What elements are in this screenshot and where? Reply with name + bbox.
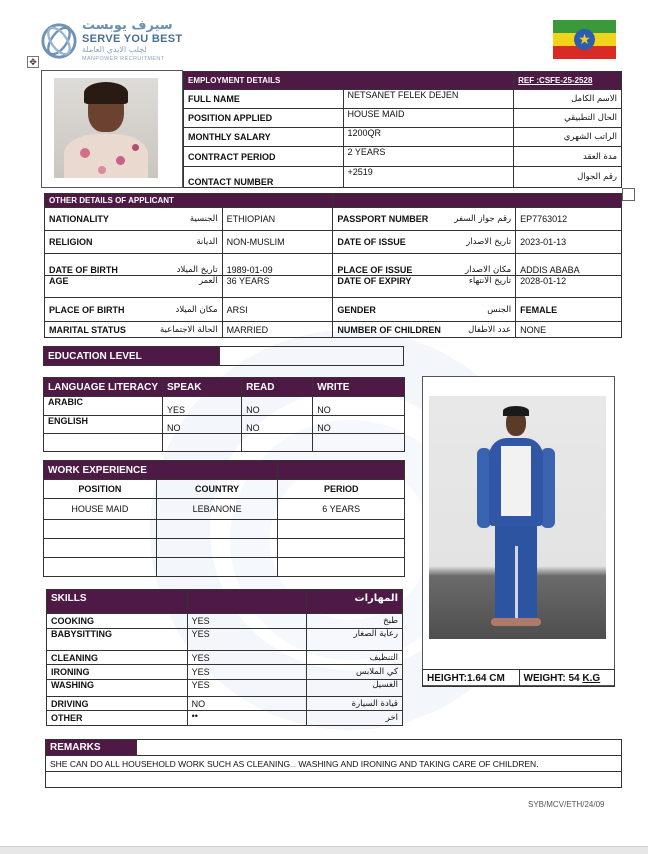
skill-value: NO bbox=[187, 697, 307, 711]
remarks-text-continued: WASHING AND IRONING AND TAKING CARE OF CHILDREN. bbox=[295, 758, 539, 769]
passport-number-label-ar: رقم جواز السفر bbox=[454, 214, 512, 224]
nationality-label: NATIONALITY bbox=[49, 214, 109, 224]
religion-label-ar: الديانة bbox=[196, 237, 218, 247]
work-experience-header-blank bbox=[278, 461, 405, 480]
weight-unit: K.G bbox=[582, 672, 601, 684]
weight-value: WEIGHT: 54 bbox=[523, 672, 583, 684]
number-of-children-value: NONE bbox=[516, 322, 622, 338]
age-value: 36 YEARS bbox=[222, 276, 333, 298]
read-header: READ bbox=[242, 378, 313, 397]
remarks-mark: ... bbox=[290, 761, 296, 769]
write-value: NO bbox=[313, 416, 405, 434]
skill-label: OTHER bbox=[47, 711, 188, 726]
skill-label-ar: التنظيف bbox=[307, 651, 403, 665]
contact-number-value: +2519 bbox=[343, 167, 514, 188]
date-of-expiry-value: 2028-01-12 bbox=[516, 276, 622, 298]
gender-value: FEMALE bbox=[516, 298, 622, 322]
language-empty-cell bbox=[313, 434, 405, 452]
speak-value: YES bbox=[163, 397, 242, 416]
education-level-label: EDUCATION LEVEL bbox=[44, 347, 220, 366]
work-empty-cell bbox=[278, 539, 405, 558]
passport-number-value: EP7763012 bbox=[516, 208, 622, 231]
language-literacy-header: LANGUAGE LITERACY bbox=[44, 378, 163, 397]
contact-number-label-ar: رقم الجوال bbox=[514, 167, 622, 188]
skill-value: YES bbox=[187, 629, 307, 651]
language-empty-cell bbox=[242, 434, 313, 452]
date-of-expiry-label-ar: تاريخ الانتهاء bbox=[468, 276, 512, 286]
skill-label: DRIVING bbox=[47, 697, 188, 711]
period-column-header: PERIOD bbox=[278, 480, 405, 499]
place-of-birth-value: ARSI bbox=[222, 298, 333, 322]
gender-label-ar: الجنس bbox=[487, 304, 512, 315]
work-empty-cell bbox=[156, 520, 278, 539]
nationality-label-ar: الجنسية bbox=[189, 214, 218, 224]
brand-name-en: SERVE YOU BEST bbox=[82, 33, 183, 45]
write-value: NO bbox=[313, 397, 405, 416]
language-name: ENGLISH bbox=[44, 416, 163, 434]
number-of-children-label: NUMBER OF CHILDREN bbox=[337, 324, 441, 335]
skill-label-ar: كي الملابس bbox=[307, 665, 403, 680]
education-level-value bbox=[219, 347, 403, 366]
position-applied-label-ar: الحال التطبيقي bbox=[514, 109, 622, 128]
date-of-expiry-label: DATE OF EXPIRY bbox=[337, 276, 412, 286]
age-label-ar: العمر bbox=[198, 276, 218, 286]
company-logo-icon bbox=[40, 22, 78, 60]
monthly-salary-value: 1200QR bbox=[343, 128, 514, 147]
skills-table bbox=[46, 589, 403, 726]
contract-period-label: CONTRACT PERIOD bbox=[184, 147, 344, 167]
skill-label: CLEANING bbox=[47, 651, 188, 665]
employment-details-table bbox=[183, 71, 622, 188]
page-bottom-edge bbox=[0, 846, 648, 854]
skill-value: YES bbox=[187, 614, 307, 629]
place-of-birth-label-ar: مكان الميلاد bbox=[175, 304, 218, 315]
brand-tagline-ar: لجلب الايدي العاملة bbox=[82, 45, 147, 54]
physical-stats-table bbox=[422, 669, 615, 687]
skill-label-ar: طبخ bbox=[307, 614, 403, 629]
skill-label: WASHING bbox=[47, 680, 188, 697]
full-name-label: FULL NAME bbox=[184, 90, 344, 109]
document-code: SYB/MCV/ETH/24/09 bbox=[528, 800, 605, 809]
work-empty-cell bbox=[156, 539, 278, 558]
religion-value: NON-MUSLIM bbox=[222, 231, 333, 254]
table-resize-handle[interactable] bbox=[622, 188, 635, 201]
passport-number-label: PASSPORT NUMBER bbox=[337, 214, 429, 224]
work-empty-cell bbox=[156, 558, 278, 577]
position-applied-label: POSITION APPLIED bbox=[184, 109, 344, 128]
remarks-empty-row bbox=[46, 772, 622, 788]
other-details-header: OTHER DETAILS OF APPLICANT bbox=[45, 194, 333, 208]
country-column-header: COUNTRY bbox=[156, 480, 278, 499]
skills-header-ar: المهارات bbox=[307, 590, 403, 614]
work-empty-cell bbox=[44, 539, 157, 558]
age-label: AGE bbox=[49, 276, 69, 286]
date-of-birth-value: 1989-01-09 bbox=[222, 254, 333, 276]
employment-details-header: EMPLOYMENT DETAILS bbox=[184, 72, 514, 90]
place-of-birth-label: PLACE OF BIRTH bbox=[49, 304, 125, 315]
date-of-birth-label-ar: تاريخ الميلاد bbox=[176, 265, 218, 275]
marital-status-label: MARITAL STATUS bbox=[49, 324, 126, 335]
skill-value: •• bbox=[187, 711, 307, 726]
other-details-table bbox=[44, 193, 622, 338]
table-move-handle-icon[interactable]: ✥ bbox=[27, 56, 39, 68]
skill-value: YES bbox=[187, 651, 307, 665]
monthly-salary-label-ar: الراتب الشهري bbox=[514, 128, 622, 147]
skill-label-ar: الغسيل bbox=[307, 680, 403, 697]
full-body-photo bbox=[422, 376, 615, 686]
monthly-salary-label: MONTHLY SALARY bbox=[184, 128, 344, 147]
work-period-value: 6 YEARS bbox=[278, 499, 405, 520]
work-country-value: LEBANONE bbox=[156, 499, 278, 520]
place-of-issue-label-ar: مكان الاصدار bbox=[464, 265, 512, 275]
remarks-text: SHE CAN DO ALL HOUSEHOLD WORK SUCH AS CLEANING bbox=[50, 758, 291, 769]
skill-label-ar: رعاية الصغار bbox=[307, 629, 403, 651]
place-of-issue-label: PLACE OF ISSUE bbox=[337, 265, 413, 275]
remarks-header: REMARKS bbox=[46, 740, 137, 756]
contract-period-value: 2 YEARS bbox=[343, 147, 514, 167]
ethiopia-flag-icon: ★ bbox=[553, 20, 616, 59]
position-column-header: POSITION bbox=[44, 480, 157, 499]
work-position-value: HOUSE MAID bbox=[44, 499, 157, 520]
skill-label: IRONING bbox=[47, 665, 188, 680]
write-header: WRITE bbox=[313, 378, 405, 397]
marital-status-label-ar: الحالة الاجتماعية bbox=[160, 324, 218, 335]
skill-value: YES bbox=[187, 665, 307, 680]
brand-tagline-en: MANPOWER RECRUITMENT bbox=[82, 56, 165, 62]
speak-value: NO bbox=[163, 416, 242, 434]
portrait-photo bbox=[41, 70, 183, 188]
skill-label: COOKING bbox=[47, 614, 188, 629]
work-empty-cell bbox=[278, 558, 405, 577]
language-name: ARABIC bbox=[44, 397, 163, 416]
date-of-birth-label: DATE OF BIRTH bbox=[49, 265, 118, 275]
skill-label-ar: اخر bbox=[307, 711, 403, 726]
skill-value: YES bbox=[187, 680, 307, 697]
contract-period-label-ar: مدة العقد bbox=[514, 147, 622, 167]
work-empty-cell bbox=[44, 558, 157, 577]
contact-number-label: CONTACT NUMBER bbox=[184, 167, 344, 188]
remarks-table bbox=[45, 739, 622, 788]
other-details-header-blank bbox=[333, 194, 622, 208]
date-of-issue-label: DATE OF ISSUE bbox=[337, 237, 406, 247]
skills-header-blank bbox=[187, 590, 307, 614]
skill-label: BABYSITTING bbox=[47, 629, 188, 651]
full-name-value: NETSANET FELEK DEJEN bbox=[343, 90, 514, 109]
place-of-issue-value: ADDIS ABABA bbox=[516, 254, 622, 276]
language-literacy-table bbox=[43, 377, 405, 452]
marital-status-value: MARRIED bbox=[222, 322, 333, 338]
education-table bbox=[43, 346, 404, 366]
number-of-children-label-ar: عدد الاطفال bbox=[468, 324, 512, 335]
speak-header: SPEAK bbox=[163, 378, 242, 397]
full-name-label-ar: الاسم الكامل bbox=[514, 90, 622, 109]
read-value: NO bbox=[242, 397, 313, 416]
skills-header: SKILLS bbox=[47, 590, 188, 614]
remarks-header-blank bbox=[136, 740, 621, 756]
nationality-value: ETHIOPIAN bbox=[222, 208, 333, 231]
language-empty-cell bbox=[163, 434, 242, 452]
skill-label-ar: قيادة السيارة bbox=[307, 697, 403, 711]
work-experience-table bbox=[43, 460, 405, 577]
reference-number: REF :CSFE-25-2528 bbox=[514, 72, 622, 90]
brand-name-ar: سيرف يوبست bbox=[82, 18, 173, 33]
date-of-issue-label-ar: تاريخ الاصدار bbox=[466, 237, 512, 247]
position-applied-value: HOUSE MAID bbox=[343, 109, 514, 128]
read-value: NO bbox=[242, 416, 313, 434]
religion-label: RELIGION bbox=[49, 237, 93, 247]
language-empty-cell bbox=[44, 434, 163, 452]
work-empty-cell bbox=[278, 520, 405, 539]
work-empty-cell bbox=[44, 520, 157, 539]
height-value: HEIGHT:1.64 CM bbox=[423, 670, 520, 687]
gender-label: GENDER bbox=[337, 304, 376, 315]
date-of-issue-value: 2023-01-13 bbox=[516, 231, 622, 254]
work-experience-header: WORK EXPERIENCE bbox=[44, 461, 278, 480]
